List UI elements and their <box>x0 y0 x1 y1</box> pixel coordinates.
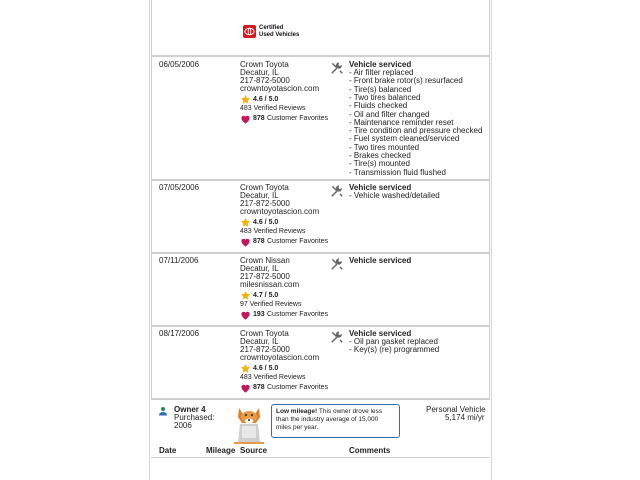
dealer-reviews[interactable]: 483 Verified Reviews <box>240 105 306 112</box>
service-title: Vehicle serviced <box>349 256 412 265</box>
record-date: 08/17/2006 <box>159 329 200 338</box>
star-icon <box>240 217 251 228</box>
star-icon <box>240 94 251 105</box>
header-divider <box>151 457 490 458</box>
column-header-date: Date <box>159 446 177 455</box>
service-item: - Air filter replaced <box>349 68 414 77</box>
service-item: - Vehicle washed/detailed <box>349 191 440 200</box>
dealer-name[interactable]: Crown Toyota <box>240 183 289 192</box>
owner-mileage-rate: 5,174 mi/yr <box>445 413 485 422</box>
mileage-note: This owner drove less than the industry average of 15,000 miles per year. <box>276 408 383 431</box>
record-date: 07/11/2006 <box>159 256 199 265</box>
dealer-website[interactable]: crowntoyotascion.com <box>240 207 320 216</box>
heart-icon <box>240 237 251 247</box>
dealer-rating: 4.6 / 5.0 <box>253 96 279 103</box>
heart-icon <box>240 383 251 393</box>
column-header-comments: Comments <box>349 446 391 455</box>
service-item: - Key(s) (re) programmed <box>349 345 440 355</box>
owner-purchased-label: Purchased: <box>174 413 215 422</box>
favorites-label: Customer Favorites <box>267 115 329 122</box>
wrench-screwdriver-icon <box>330 61 344 75</box>
dealer-rating: 4.6 / 5.0 <box>253 365 279 372</box>
favorites-label: Customer Favorites <box>267 384 329 391</box>
heart-icon <box>240 114 251 124</box>
dealer-reviews[interactable]: 483 Verified Reviews <box>240 374 306 381</box>
favorites-count: 878 <box>253 238 265 245</box>
favorites-label: Customer Favorites <box>267 238 329 245</box>
dealer-phone: 217-872-5000 <box>240 345 290 354</box>
owner-vehicle-type: Personal Vehicle <box>426 405 486 414</box>
favorites-count: 878 <box>253 115 265 122</box>
dealer-phone: 217-872-5000 <box>240 76 290 85</box>
row-divider <box>151 399 490 400</box>
service-item: - Two tires balanced <box>349 92 421 102</box>
dealer-rating: 4.7 / 5.0 <box>253 292 279 299</box>
dealer-phone: 217-872-5000 <box>240 199 290 208</box>
logo-line1: Certified <box>259 25 284 31</box>
column-header-source: Source <box>240 446 268 455</box>
dealer-city: Decatur, IL <box>240 68 279 77</box>
heart-icon <box>240 310 251 320</box>
dealer-name[interactable]: Crown Toyota <box>240 329 289 338</box>
service-item: - Tire(s) balanced <box>349 84 412 94</box>
dealer-name[interactable]: Crown Toyota <box>240 60 289 69</box>
dealer-city: Decatur, IL <box>240 191 279 200</box>
carfax-fox-mascot <box>231 402 267 444</box>
service-title: Vehicle serviced <box>349 60 412 69</box>
dealer-phone: 217-872-5000 <box>240 272 290 281</box>
column-header-mileage: Mileage <box>206 446 236 455</box>
service-item: - Fluids checked <box>349 101 408 111</box>
service-title: Vehicle serviced <box>349 183 412 192</box>
dealer-city: Decatur, IL <box>240 337 279 346</box>
wrench-screwdriver-icon <box>330 257 344 271</box>
logo-line2: Used Vehicles <box>259 31 300 38</box>
dealer-city: Decatur, IL <box>240 264 279 273</box>
record-date: 07/05/2006 <box>159 183 200 192</box>
service-item: - Tire(s) mounted <box>349 159 410 169</box>
service-item: - Brakes checked <box>349 151 411 160</box>
dealer-website[interactable]: crowntoyotascion.com <box>240 84 320 93</box>
record-date: 06/05/2006 <box>159 60 200 69</box>
service-title: Vehicle serviced <box>349 329 412 338</box>
favorites-label: Customer Favorites <box>267 311 329 318</box>
owner-section-top <box>151 0 490 56</box>
wrench-screwdriver-icon <box>330 184 344 198</box>
dealer-reviews[interactable]: 483 Verified Reviews <box>240 228 306 235</box>
mileage-note-bold: Low mileage! <box>276 408 318 415</box>
owner-title: Owner 4 <box>174 405 206 414</box>
service-item: - Two tires mounted <box>349 142 420 152</box>
toyota-logo-icon <box>243 25 256 38</box>
favorites-count: 878 <box>253 384 265 391</box>
dealer-rating: 4.6 / 5.0 <box>253 219 279 226</box>
service-item: - Tire condition and pressure checked <box>349 126 483 136</box>
service-item: - Fuel system cleaned/serviced <box>349 134 460 144</box>
owner-purchased-year: 2006 <box>174 421 192 430</box>
dealer-website[interactable]: crowntoyotascion.com <box>240 353 320 362</box>
favorites-count: 193 <box>253 311 265 318</box>
wrench-screwdriver-icon <box>330 330 344 344</box>
star-icon <box>240 290 251 301</box>
low-mileage-popup <box>271 404 400 438</box>
certified-used-vehicles-logo <box>243 24 303 40</box>
service-item: - Oil and filter changed <box>349 109 430 119</box>
person-icon <box>158 406 168 416</box>
dealer-website[interactable]: milesnissan.com <box>240 280 300 289</box>
service-item: - Front brake rotor(s) resurfaced <box>349 76 463 86</box>
dealer-reviews[interactable]: 97 Verified Reviews <box>240 301 302 308</box>
dealer-name[interactable]: Crown Nissan <box>240 256 290 265</box>
star-icon <box>240 363 251 374</box>
service-item: - Maintenance reminder reset <box>349 117 454 127</box>
service-item: - Oil pan gasket replaced <box>349 337 438 346</box>
service-item: - Transmission fluid flushed <box>349 167 446 177</box>
